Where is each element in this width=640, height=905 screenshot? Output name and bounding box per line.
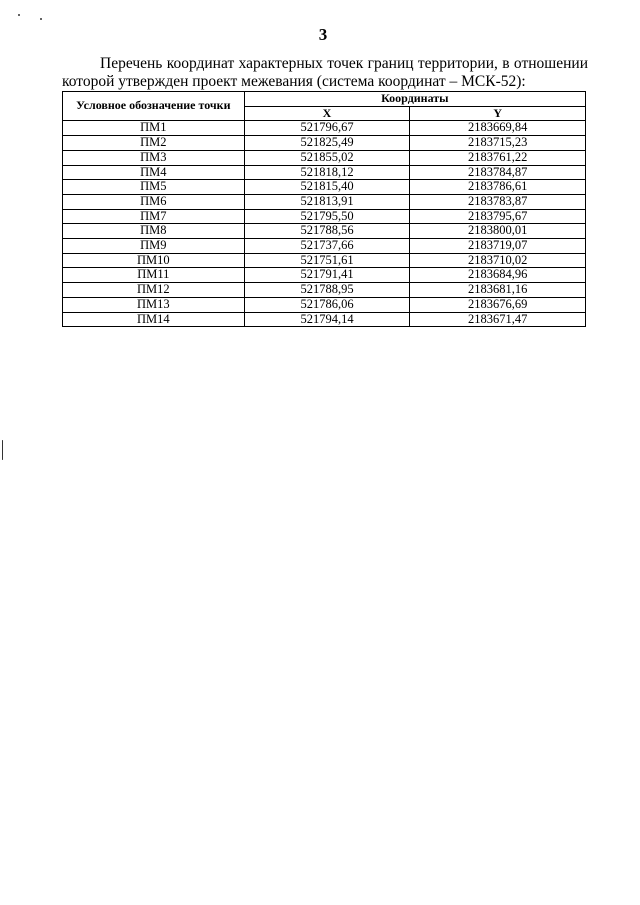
table-row	[63, 194, 586, 209]
x-cell: 521818,12	[244, 165, 410, 180]
point-cell: ПМ5	[63, 180, 245, 195]
table-row	[63, 209, 586, 224]
y-cell: 2183795,67	[410, 209, 586, 224]
scan-speck	[40, 18, 42, 20]
point-cell: ПМ11	[63, 268, 245, 283]
point-cell: ПМ10	[63, 253, 245, 268]
y-cell: 2183761,22	[410, 150, 586, 165]
y-cell: 2183784,87	[410, 165, 586, 180]
point-cell: ПМ13	[63, 297, 245, 312]
x-cell: 521794,14	[244, 312, 410, 327]
x-cell: 521795,50	[244, 209, 410, 224]
table-row	[63, 239, 586, 254]
x-cell: 521751,61	[244, 253, 410, 268]
header-x: X	[244, 106, 410, 121]
table-row	[63, 253, 586, 268]
y-cell: 2183671,47	[410, 312, 586, 327]
intro-paragraph: Перечень координат характерных точек границ территории, в отношении которой утвержден проект межевания (система координат – МСК-52):	[62, 55, 588, 90]
point-cell: ПМ14	[63, 312, 245, 327]
table-row	[63, 283, 586, 298]
header-coordinates: Координаты	[244, 92, 585, 107]
scan-mark	[2, 440, 3, 460]
x-cell: 521855,02	[244, 150, 410, 165]
point-cell: ПМ8	[63, 224, 245, 239]
y-cell: 2183669,84	[410, 121, 586, 136]
table-row	[63, 150, 586, 165]
x-cell: 521786,06	[244, 297, 410, 312]
table-row	[63, 136, 586, 151]
point-cell: ПМ6	[63, 194, 245, 209]
point-cell: ПМ7	[63, 209, 245, 224]
table-row	[63, 268, 586, 283]
table-row	[63, 224, 586, 239]
x-cell: 521791,41	[244, 268, 410, 283]
page-number: 3	[318, 25, 328, 44]
x-cell: 521825,49	[244, 136, 410, 151]
x-cell: 521813,91	[244, 194, 410, 209]
y-cell: 2183676,69	[410, 297, 586, 312]
coordinates-table	[62, 91, 586, 327]
table-body	[63, 121, 586, 327]
table-row	[63, 297, 586, 312]
y-cell: 2183715,23	[410, 136, 586, 151]
y-cell: 2183710,02	[410, 253, 586, 268]
y-cell: 2183783,87	[410, 194, 586, 209]
x-cell: 521815,40	[244, 180, 410, 195]
table-row	[63, 180, 586, 195]
x-cell: 521788,56	[244, 224, 410, 239]
y-cell: 2183719,07	[410, 239, 586, 254]
table-row	[63, 165, 586, 180]
point-cell: ПМ3	[63, 150, 245, 165]
header-y: Y	[410, 106, 586, 121]
point-cell: ПМ2	[63, 136, 245, 151]
table-row	[63, 312, 586, 327]
x-cell: 521796,67	[244, 121, 410, 136]
table-row	[63, 121, 586, 136]
x-cell: 521788,95	[244, 283, 410, 298]
point-cell: ПМ9	[63, 239, 245, 254]
x-cell: 521737,66	[244, 239, 410, 254]
y-cell: 2183681,16	[410, 283, 586, 298]
y-cell: 2183684,96	[410, 268, 586, 283]
header-point-designation: Условное обозначение точки	[63, 92, 245, 121]
point-cell: ПМ12	[63, 283, 245, 298]
y-cell: 2183786,61	[410, 180, 586, 195]
point-cell: ПМ1	[63, 121, 245, 136]
y-cell: 2183800,01	[410, 224, 586, 239]
point-cell: ПМ4	[63, 165, 245, 180]
scan-speck	[18, 14, 20, 16]
